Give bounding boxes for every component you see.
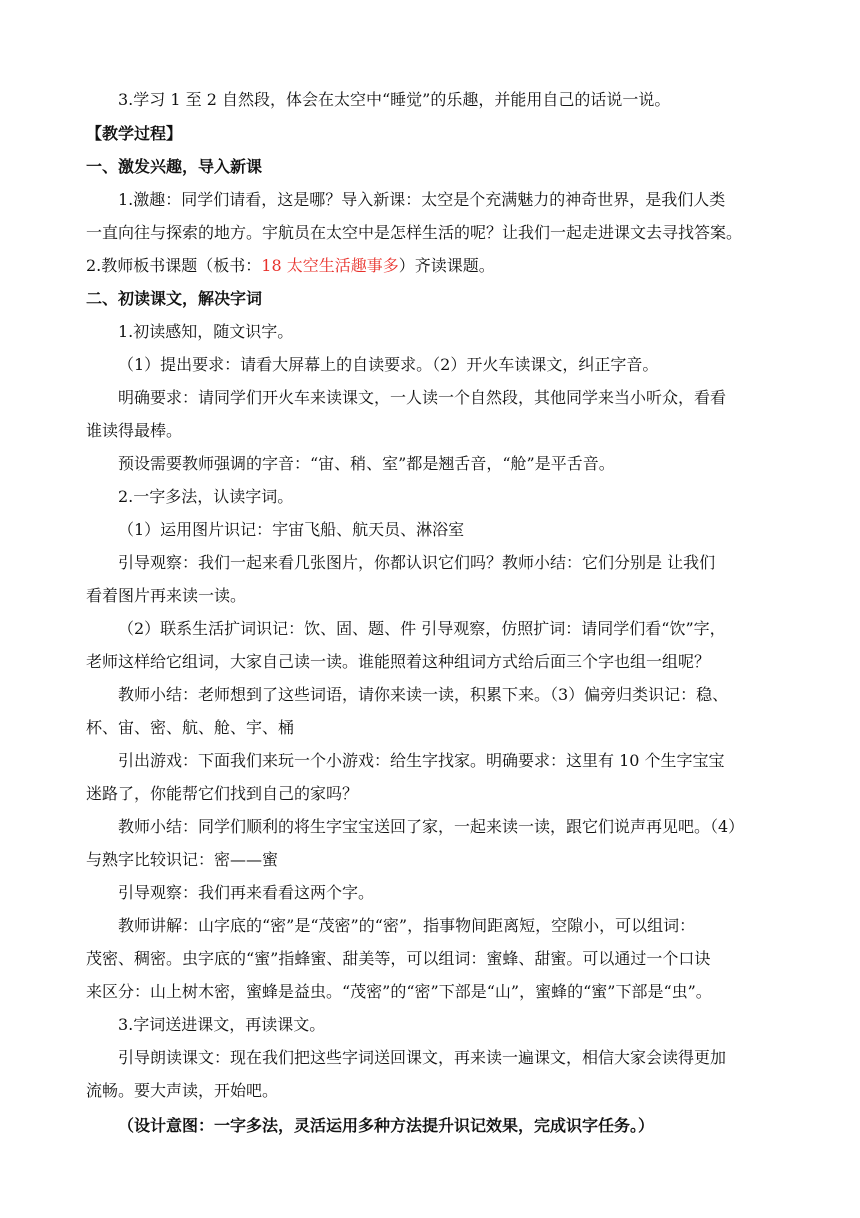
paragraph-line: 迷路了，你能帮它们找到自己的家吗？	[86, 784, 359, 803]
lesson-title-highlight: 18 太空生活趣事多	[261, 256, 399, 275]
board-title-prefix: 2.教师板书课题（板书：	[86, 256, 262, 275]
paragraph-line: 流畅。要大声读，开始吧。	[86, 1081, 279, 1100]
paragraph-line: 茂密、稠密。虫字底的“蜜”指蜂蜜、甜美等，可以组词：蜜蜂、甜蜜。可以通过一个口诀	[86, 949, 711, 968]
board-title-line	[86, 256, 495, 276]
paragraph-line: 引出游戏：下面我们来玩一个小游戏：给生字找家。明确要求：这里有 10 个生字宝宝	[118, 751, 725, 770]
design-intent-note: （设计意图：一字多法，灵活运用多种方法提升识记效果，完成识字任务。）	[118, 1116, 655, 1135]
paragraph-line: 3.字词送进课文，再读课文。	[118, 1015, 326, 1034]
section-2-heading: 二、初读课文，解决字词	[86, 289, 263, 308]
paragraph-line: 引导朗读课文：现在我们把这些字词送回课文，再来读一遍课文，相信大家会读得更加	[118, 1048, 727, 1067]
paragraph-line: 教师小结：同学们顺利的将生字宝宝送回了家，一起来读一读，跟它们说声再见吧。（4）	[118, 817, 745, 836]
paragraph-line: （1）提出要求：请看大屏幕上的自读要求。（2）开火车读课文，纠正字音。	[118, 355, 659, 374]
paragraph-line: 2.一字多法，认读字词。	[118, 487, 294, 506]
paragraph-line: 明确要求：请同学们开火车来读课文，一人读一个自然段，其他同学来当小听众，看看	[118, 388, 727, 407]
paragraph-line: 与熟字比较识记：密——蜜	[86, 850, 279, 869]
goal-item-3: 3.学习 1 至 2 自然段，体会在太空中“睡觉”的乐趣，并能用自己的话说一说。	[118, 90, 671, 109]
paragraph-line: （1）运用图片识记：宇宙飞船、航天员、淋浴室	[118, 520, 465, 539]
section-1-heading: 一、激发兴趣，导入新课	[86, 157, 263, 176]
paragraph-line: 一直向往与探索的地方。宇航员在太空中是怎样生活的呢？让我们一起走进课文去寻找答案。	[86, 223, 743, 242]
paragraph-line: 杯、宙、密、航、舱、宇、桶	[86, 718, 295, 737]
paragraph-line: 老师这样给它组词，大家自己读一读。谁能照着这种组词方式给后面三个字也组一组呢？	[86, 652, 711, 671]
board-title-suffix: ）齐读课题。	[398, 256, 495, 275]
paragraph-line: 看着图片再来读一读。	[86, 586, 247, 605]
process-heading: 【教学过程】	[86, 124, 183, 143]
paragraph-line: 1.激趣：同学们请看，这是哪？导入新课：太空是个充满魅力的神奇世界，是我们人类	[118, 190, 726, 209]
paragraph-line: 预设需要教师强调的字音：“宙、稍、室”都是翘舌音，“舱”是平舌音。	[118, 454, 615, 473]
paragraph-line: 引导观察：我们一起来看几张图片，你都认识它们吗？教师小结：它们分别是 让我们	[118, 553, 716, 572]
paragraph-line: 谁读得最棒。	[86, 421, 183, 440]
paragraph-line: 教师小结：老师想到了这些词语，请你来读一读，积累下来。（3）偏旁归类识记：稳、	[118, 685, 729, 704]
paragraph-line: 教师讲解：山字底的“密”是“茂密”的“密”，指事物间距离短，空隙小，可以组词：	[118, 916, 696, 935]
paragraph-line: 引导观察：我们再来看看这两个字。	[118, 883, 375, 902]
paragraph-line: 1.初读感知，随文识字。	[118, 322, 294, 341]
paragraph-line: 来区分：山上树木密，蜜蜂是益虫。“茂密”的“密”下部是“山”，蜜蜂的“蜜”下部是“虫”。	[86, 982, 712, 1001]
paragraph-line: （2）联系生活扩词识记：饮、固、题、件 引导观察，仿照扩词：请同学们看“饮”字，	[118, 619, 726, 638]
